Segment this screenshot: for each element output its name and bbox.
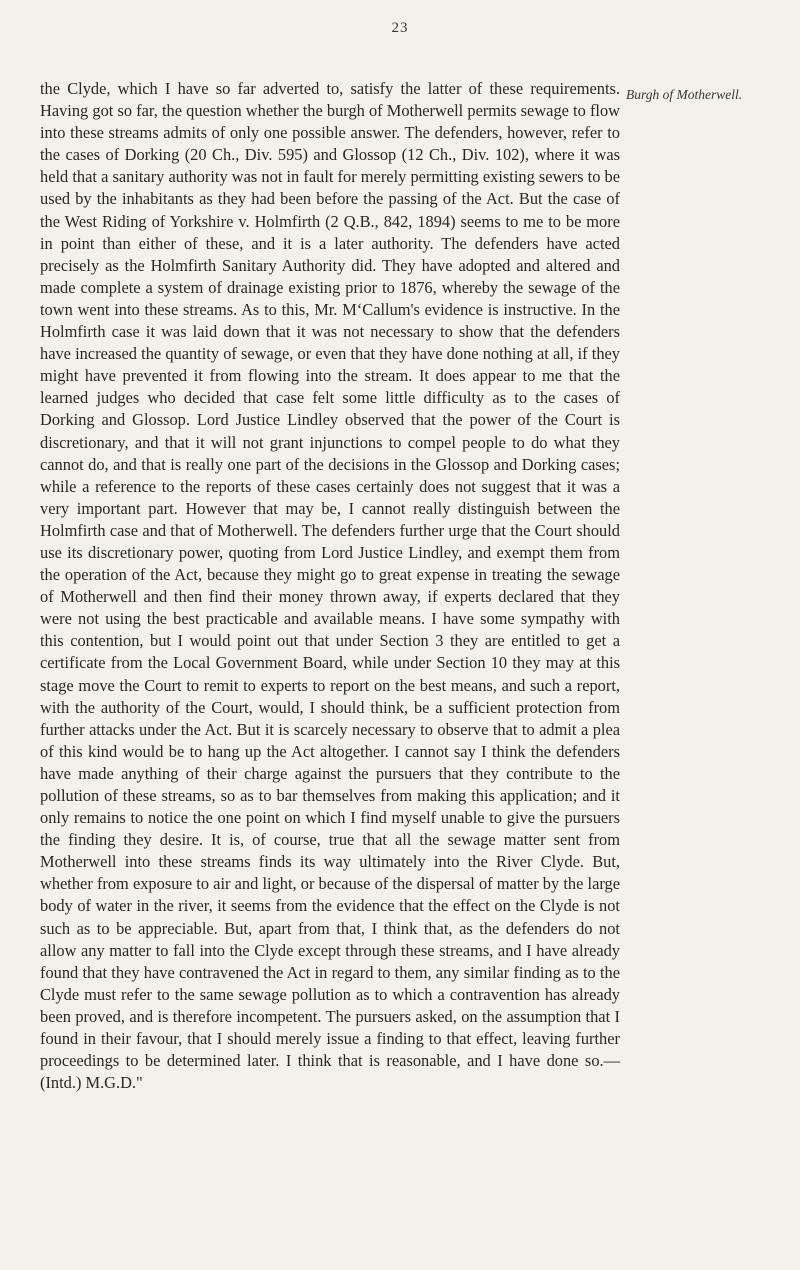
margin-note: Burgh of Motherwell. [626, 87, 743, 102]
body-text [40, 78, 620, 1094]
paragraph: the Clyde, which I have so far adverted to, satisfy the latter of these requirements. Having got so far, the question whether the burgh of Motherwell permits sewage to flow into these streams admits of only one possible answer. The defenders, however, refer to the cases of Dorking (20 Ch., Div. 595) and Glossop (12 Ch., Div. 102), where it was held that a sanitary authority was not in fault for merely permitting existing sewers to be used by the inhabitants as they had been before the passing of the Act. But the case of the West Riding of Yorkshire v. Holmfirth (2 Q.B., 842, 1894) seems to me to be more in point than either of these, and it is a later authority. The defenders have acted precisely as the Holmfirth Sanitary Authority did. They have adopted and altered and made complete a system of drainage existing prior to 1876, whereby the sewage of the town went into these streams. As to this, Mr. M‘Callum's evidence is instructive. In the Holmfirth case it was laid down that it was not necessary to show that the defenders have increased the quantity of sewage, or even that they have done nothing at all, if they might have prevented it from flowing into the stream. It does appear to me that the learned judges who decided that case felt some little difficulty as to the cases of Dorking and Glossop. Lord Justice Lindley observed that the power of the Court is discretionary, and that it will not grant injunctions to compel people to do what they cannot do, and that is really one part of the decisions in the Glossop and Dorking cases; while a reference to the reports of these cases certainly does not suggest that it was a very important part. However that may be, I cannot really distinguish between the Holmfirth case and that of Motherwell. The defenders further urge that the Court should use its discretionary power, quoting from Lord Justice Lindley, and exempt them from the operation of the Act, because they might go to great expense in treating the sewage of Motherwell and then find their money thrown away, if experts declared that they were not using the best practicable and available means. I have some sympathy with this contention, but I would point out that under Section 3 they are entitled to get a certificate from the Local Government Board, while under Section 10 they may at this stage move the Court to remit to experts to report on the best means, and such a report, with the authority of the Court, would, I should think, be a sufficient protection from further attacks under the Act. But it is scarcely necessary to observe that to admit a plea of this kind would be to hang up the Act altogether. I cannot say I think the defenders have made anything of their charge against the pursuers that they contribute to the pollution of these streams, so as to bar themselves from making this application; and it only remains to notice the one point on which I find myself unable to give the pursuers the finding they desire. It is, of course, true that all the sewage matter sent from Motherwell into these streams finds its way ultimately into the River Clyde. But, whether from exposure to air and light, or because of the dispersal of matter by the large body of water in the river, it seems from the evidence that the effect on the Clyde is not such as to be appreciable. But, apart from that, I think that, as the defenders do not allow any matter to fall into the Clyde except through these streams, and I have already found that they have contravened the Act in regard to them, any similar finding as to the Clyde must refer to the same sewage pollution as to which a contravention has already been proved, and is therefore incompetent. The pursuers asked, on the assumption that I found in their favour, that I should merely issue a finding to that effect, leaving further proceedings to be determined later. I think that is reasonable, and I have done so.—(Intd.) M.G.D." [40, 79, 620, 1093]
page-number: 23 [391, 20, 409, 36]
